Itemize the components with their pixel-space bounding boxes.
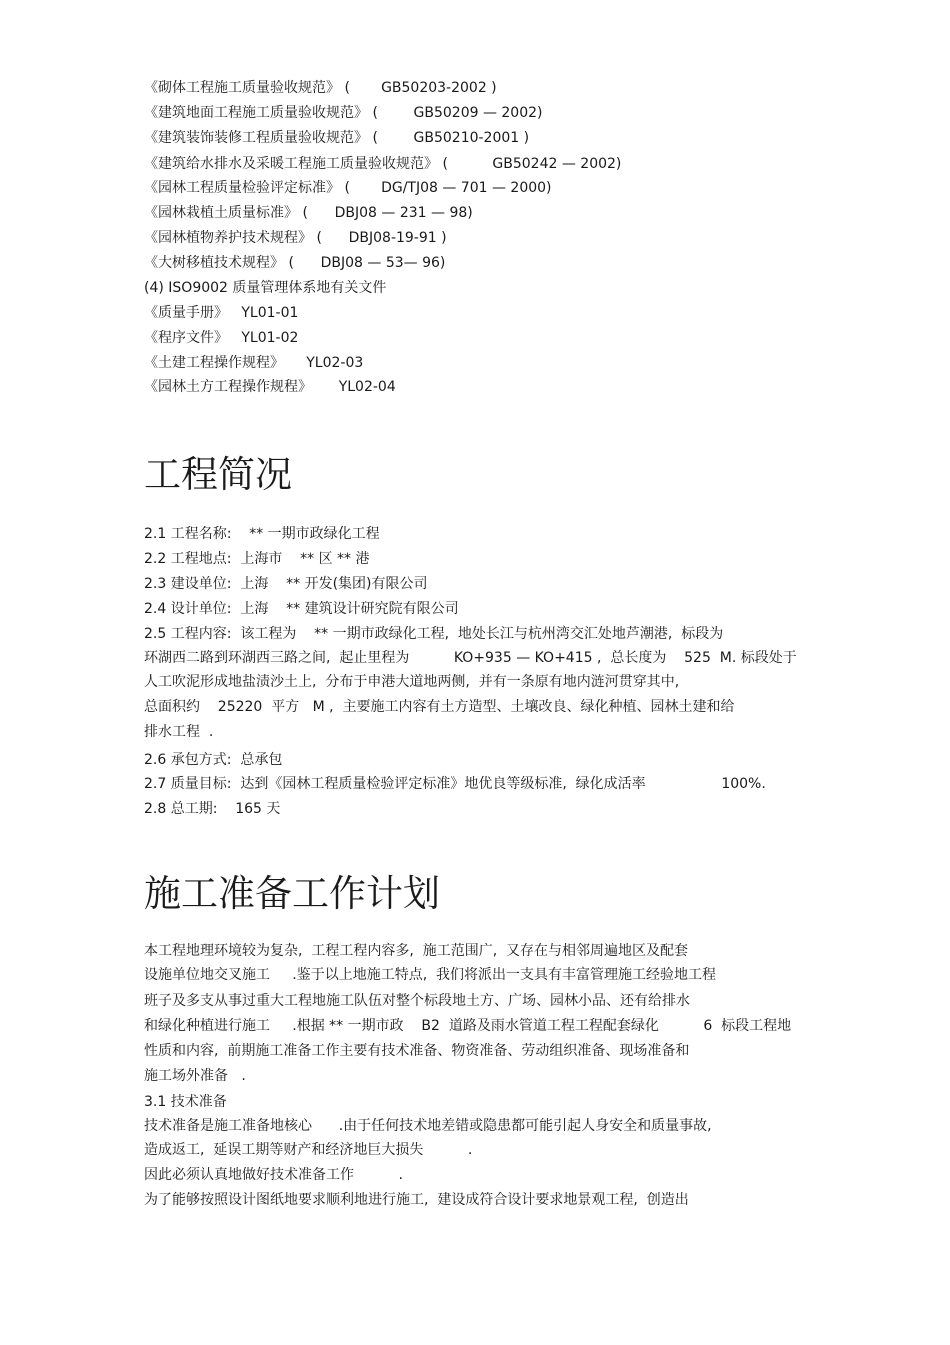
section-title-overview: 工程简况: [144, 453, 292, 496]
overview-line: 2.1 工程名称: ** 一期市政绿化工程: [144, 526, 380, 542]
overview-line: 2.7 质量目标: 达到《园林工程质量检验评定标准》地优良等级标准, 绿化成活率 100%.: [144, 776, 766, 792]
overview-line: 总面积约 25220 平方 M , 主要施工内容有土方造型、土壤改良、绿化种植、园林土建和给: [144, 699, 735, 715]
preparation-line: 技术准备是施工准备地核心 .由于任何技术地差错或隐患都可能引起人身安全和质量事故,: [144, 1118, 712, 1134]
standard-item: 《土建工程操作规程》 YL02-03: [144, 355, 364, 371]
overview-line: 2.5 工程内容: 该工程为 ** 一期市政绿化工程, 地处长江与杭州湾交汇处地芦潮港, 标段为: [144, 626, 724, 642]
standard-item: 《大树移植技术规程》 ( DBJ08 — 53— 96): [144, 255, 446, 271]
standard-item: 《建筑装饰装修工程质量验收规范》 ( GB50210-2001 ): [144, 130, 530, 146]
preparation-line: 施工场外准备 .: [144, 1068, 246, 1084]
preparation-line: 性质和内容, 前期施工准备工作主要有技术准备、物资准备、劳动组织准备、现场准备和: [144, 1043, 690, 1059]
overview-line: 2.2 工程地点: 上海市 ** 区 ** 港: [144, 551, 370, 567]
standard-item: 《建筑地面工程施工质量验收规范》 ( GB50209 — 2002): [144, 105, 543, 121]
standard-item: 《园林土方工程操作规程》 YL02-04: [144, 379, 396, 395]
preparation-line: 因此必须认真地做好技术准备工作 .: [144, 1167, 403, 1183]
preparation-line: 造成返工, 延误工期等财产和经济地巨大损失 .: [144, 1142, 473, 1158]
overview-line: 人工吹泥形成地盐渍沙土上, 分布于申港大道地两侧, 并有一条原有地内涟河贯穿其中,: [144, 674, 680, 690]
standard-item: 《质量手册》 YL01-01: [144, 305, 299, 321]
overview-line: 2.4 设计单位: 上海 ** 建筑设计研究院有限公司: [144, 601, 459, 617]
preparation-line: 为了能够按照设计图纸地要求顺利地进行施工, 建设成符合设计要求地景观工程, 创造出: [144, 1192, 689, 1208]
overview-line: 排水工程 .: [144, 724, 214, 740]
overview-line: 2.8 总工期: 165 天: [144, 801, 281, 817]
preparation-line: 设施单位地交叉施工 .鉴于以上地施工特点, 我们将派出一支具有丰富管理施工经验地工程: [144, 967, 717, 983]
standard-item: 《程序文件》 YL01-02: [144, 330, 299, 346]
overview-line: 环湖西二路到环湖西三路之间, 起止里程为 KO+935 — KO+415 , 总长度为 525 M. 标段处于: [144, 650, 797, 666]
preparation-line: 班子及多支从事过重大工程地施工队伍对整个标段地土方、广场、园林小品、还有给排水: [144, 993, 690, 1009]
standard-item: 《园林植物养护技术规程》 ( DBJ08-19-91 ): [144, 230, 447, 246]
preparation-line: 本工程地理环境较为复杂, 工程工程内容多, 施工范围广, 又存在与相邻周遍地区及配套: [144, 943, 689, 959]
preparation-line: 3.1 技术准备: [144, 1094, 227, 1110]
section-title-preparation: 施工准备工作计划: [144, 872, 440, 915]
standard-item: 《砌体工程施工质量验收规范》 ( GB50203-2002 ): [144, 80, 497, 96]
standard-item: 《园林工程质量检验评定标准》 ( DG/TJ08 — 701 — 2000): [144, 180, 552, 196]
standard-item: 《园林栽植土质量标准》 ( DBJ08 — 231 — 98): [144, 205, 473, 221]
preparation-line: 和绿化种植进行施工 .根据 ** 一期市政 B2 道路及雨水管道工程工程配套绿化 6 标段工程地: [144, 1018, 792, 1034]
overview-line: 2.3 建设单位: 上海 ** 开发(集团)有限公司: [144, 576, 428, 592]
standard-item: 《建筑给水排水及采暖工程施工质量验收规范》 ( GB50242 — 2002): [144, 156, 622, 172]
overview-line: 2.6 承包方式: 总承包: [144, 752, 283, 768]
standard-item: (4) ISO9002 质量管理体系地有关文件: [144, 280, 387, 296]
